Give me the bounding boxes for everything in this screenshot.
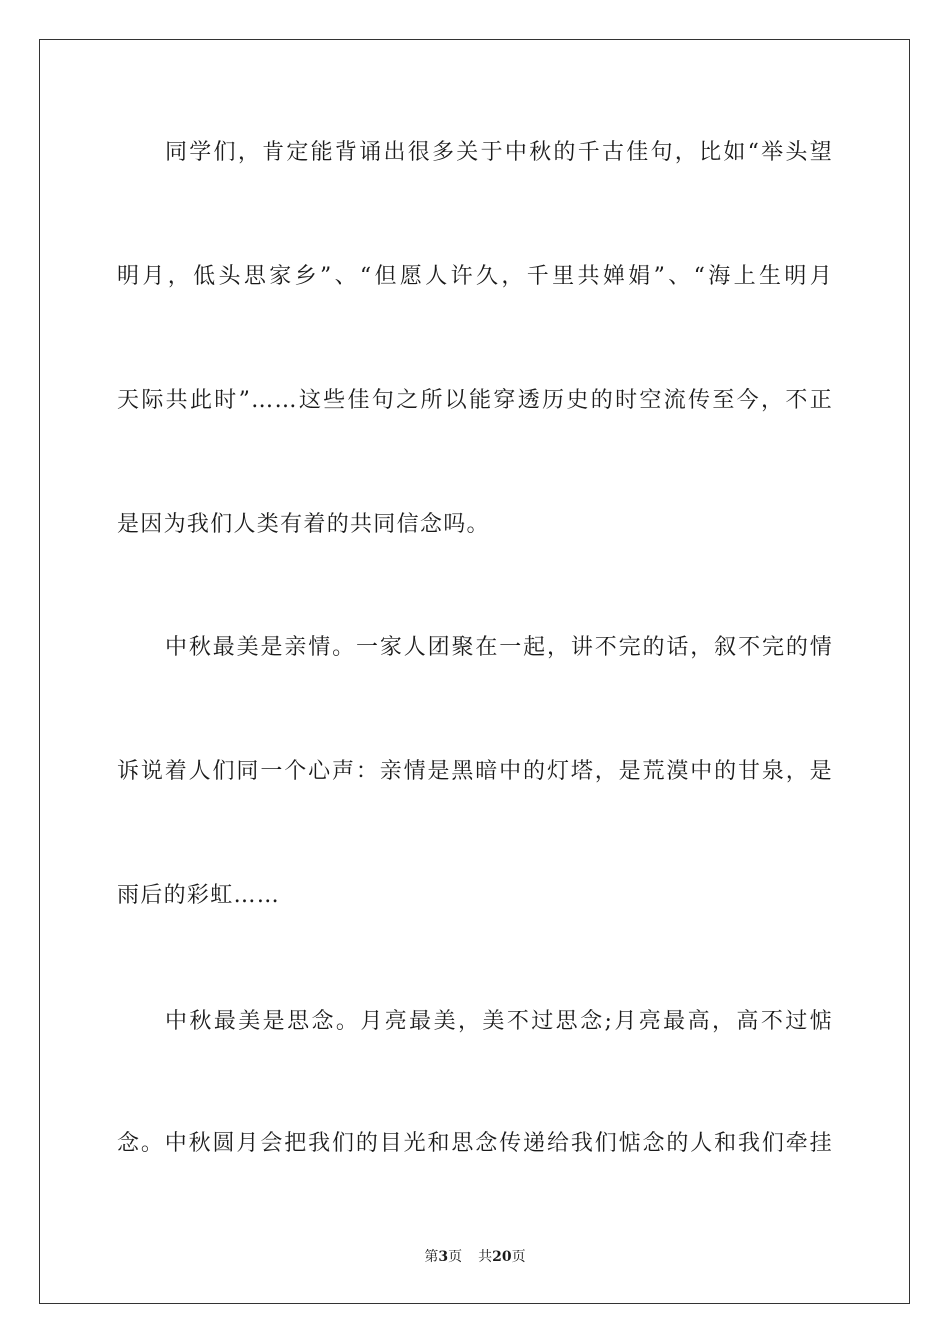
paragraph-2-line-1: 中秋最美是亲情。一家人团聚在一起，讲不完的话，叙不完的情	[165, 635, 833, 660]
paragraph-2-line-2: 诉说着人们同一个心声：亲情是黑暗中的灯塔，是荒漠中的甘泉，是	[117, 759, 833, 784]
paragraph-1-line-3: 天际共此时”……这些佳句之所以能穿透历史的时空流传至今，不正	[117, 388, 833, 413]
paragraph-3-line-1: 中秋最美是思念。月亮最美，美不过思念;月亮最高，高不过惦	[165, 1009, 833, 1034]
paragraph-2-line-3: 雨后的彩虹……	[117, 883, 281, 908]
page-prefix: 第	[424, 1249, 439, 1265]
page-footer	[0, 1247, 950, 1267]
paragraph-3-line-2: 念。中秋圆月会把我们的目光和思念传递给我们惦念的人和我们牵挂	[117, 1131, 833, 1156]
total-prefix: 共	[478, 1249, 493, 1265]
paragraph-1-line-4: 是因为我们人类有着的共同信念吗。	[117, 512, 490, 537]
total-suffix: 页	[511, 1249, 526, 1265]
page-number: 3	[438, 1249, 449, 1265]
paragraph-1-line-1: 同学们，肯定能背诵出很多关于中秋的千古佳句，比如“举头望	[165, 140, 833, 165]
page-suffix: 页	[448, 1249, 463, 1265]
page-border	[39, 39, 910, 1304]
paragraph-1-line-2: 明月，低头思家乡”、“但愿人许久，千里共婵娟”、“海上生明月	[117, 264, 833, 289]
total-pages: 20	[492, 1249, 512, 1265]
